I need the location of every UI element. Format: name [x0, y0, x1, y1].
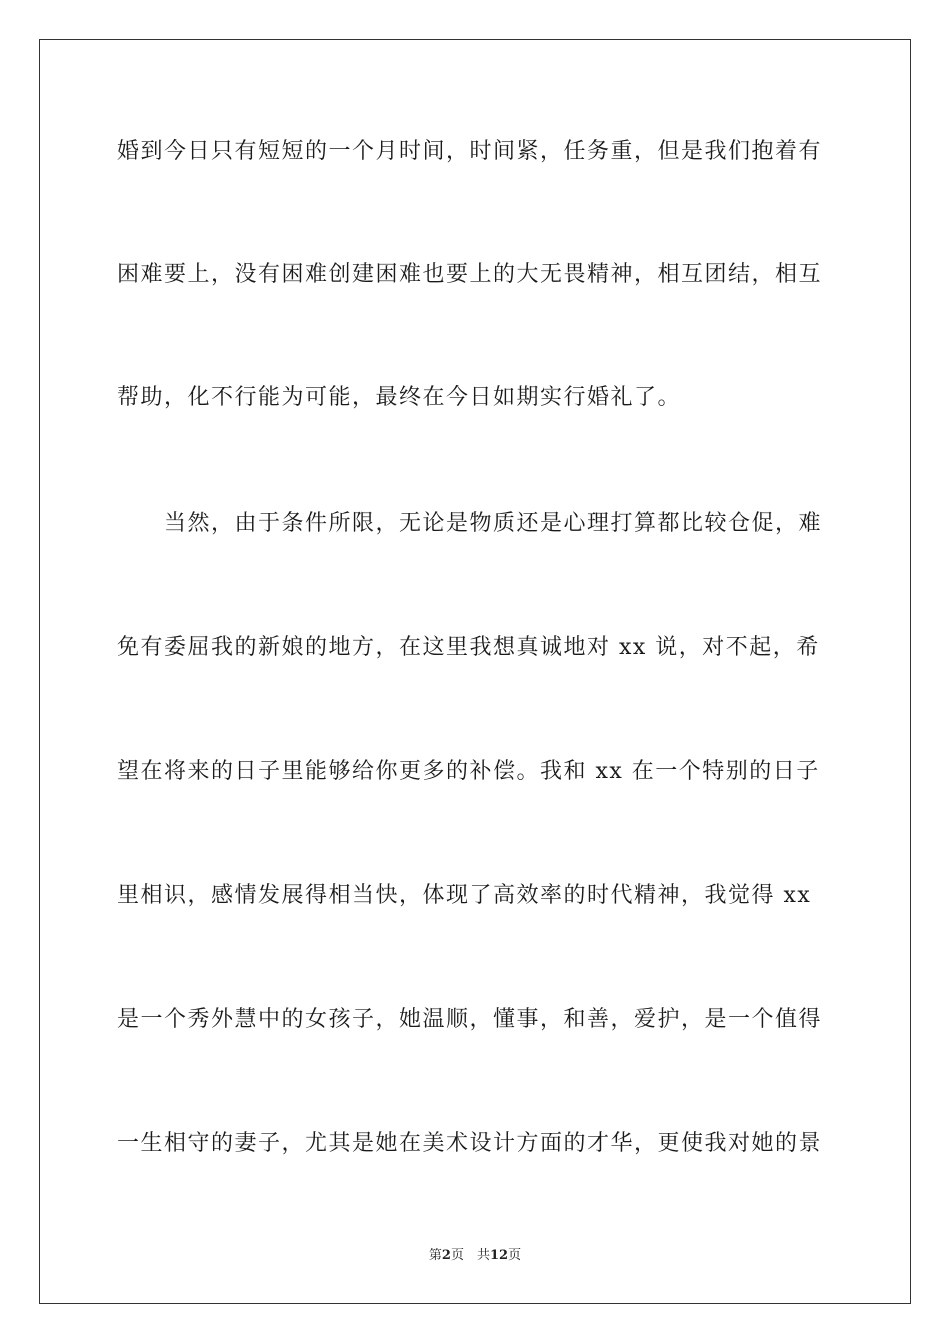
footer-total-pages: 12 — [489, 1248, 509, 1263]
footer-page-number: 2 — [441, 1248, 451, 1263]
text-line-7: 里相识，感情发展得相当快，体现了高效率的时代精神，我觉得 xx — [117, 883, 812, 908]
footer-page-suffix: 页 共 — [450, 1248, 490, 1263]
text-line-8: 是一个秀外慧中的女孩子，她温顺，懂事，和善，爱护，是一个值得 — [117, 1007, 823, 1032]
text-line-2: 困难要上，没有困难创建困难也要上的大无畏精神，相互团结，相互 — [117, 262, 823, 287]
text-line-9: 一生相守的妻子，尤其是她在美术设计方面的才华，更使我对她的景 — [117, 1131, 823, 1156]
page-border — [39, 39, 911, 1304]
page-footer — [0, 1247, 950, 1265]
text-line-4: 当然，由于条件所限，无论是物质还是心理打算都比较仓促，难 — [117, 511, 823, 536]
text-line-1: 婚到今日只有短短的一个月时间，时间紧，任务重，但是我们抱着有 — [117, 139, 823, 164]
text-line-5: 免有委屈我的新娘的地方，在这里我想真诚地对 xx 说，对不起，希 — [117, 635, 820, 660]
footer-page-prefix: 第 — [428, 1248, 442, 1263]
text-line-3: 帮助，化不行能为可能，最终在今日如期实行婚礼了。 — [117, 385, 682, 410]
text-line-6: 望在将来的日子里能够给你更多的补偿。我和 xx 在一个特别的日子 — [117, 759, 820, 784]
footer-total-suffix: 页 — [508, 1248, 522, 1263]
